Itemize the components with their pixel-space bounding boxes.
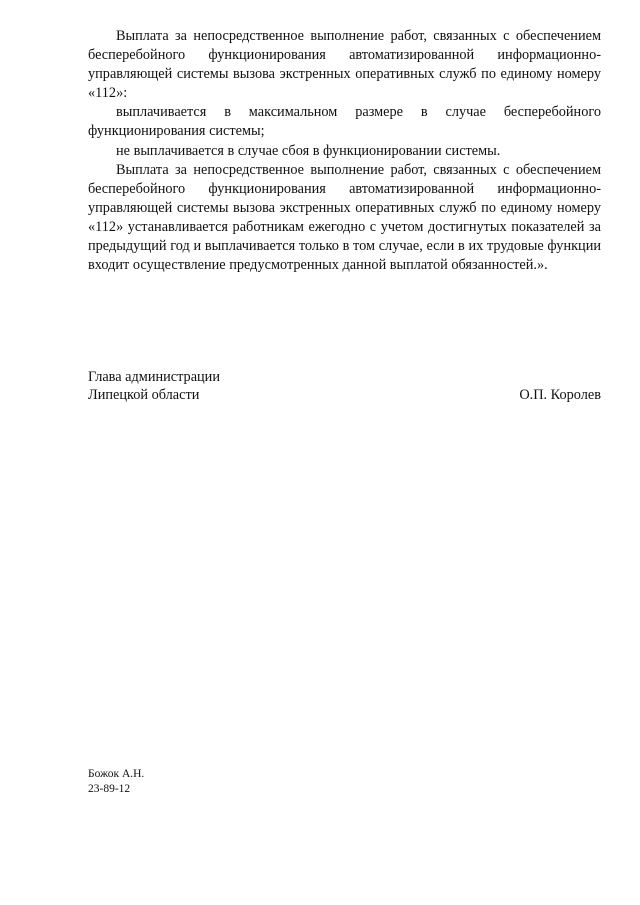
executor-footer — [88, 767, 144, 797]
paragraph-payment-established: Выплата за непосредственное выполнение работ, связанных с обеспечением бесперебойного функционирования автоматизированной информационно-управляющей системы вызова экстренных оперативных служб по единому номеру «112» устанавливается работникам ежегодно с учетом достигнутых показателей за предыдущий год и выплачивается только в том случае, если в их трудовые функции входит осуществление предусмотренных данной выплатой обязанностей.». — [88, 161, 601, 274]
paragraph-paid-max: выплачивается в максимальном размере в случае бесперебойного функционирования системы; — [88, 104, 601, 140]
paragraph-payment-conditions: Выплата за непосредственное выполнение работ, связанных с обеспечением бесперебойного функционирования автоматизированной информационно-управляющей системы вызова экстренных оперативных служб по единому номеру «112»: — [88, 28, 601, 102]
signature-block — [88, 368, 601, 404]
paragraph-not-paid: не выплачивается в случае сбоя в функционировании системы. — [116, 142, 501, 159]
executor-name: Божок А.Н. — [88, 768, 145, 780]
signature-title-line1: Глава администрации — [88, 369, 220, 385]
signature-title-line2: Липецкой области — [88, 387, 200, 403]
document-body — [88, 27, 601, 275]
executor-phone: 23-89-12 — [88, 783, 131, 795]
signatory-name: О.П. Королев — [519, 387, 601, 403]
signature-row — [88, 386, 601, 404]
